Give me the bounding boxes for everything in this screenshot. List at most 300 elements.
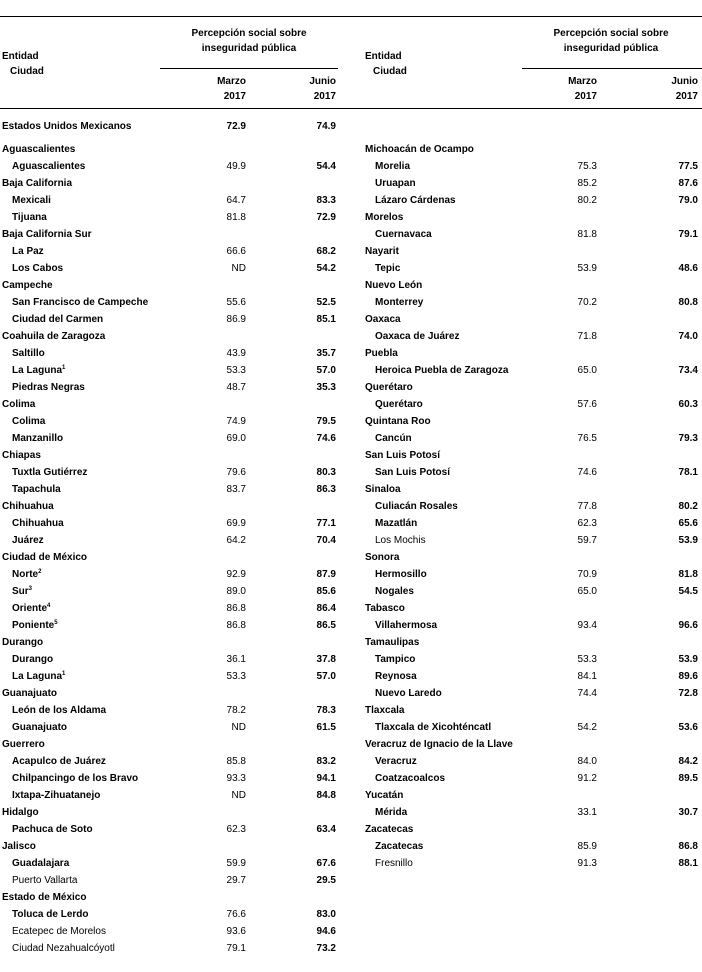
row-label: Jalisco	[2, 841, 36, 852]
city-name	[12, 209, 47, 226]
row-label: Aguascalientes	[2, 144, 76, 155]
row-label: San Francisco de Campeche	[12, 297, 149, 308]
state-name	[2, 141, 75, 158]
value-junio-2017: 68.2	[316, 246, 336, 257]
row-label: Tapachula	[12, 484, 61, 495]
row-label: Norte	[12, 569, 39, 580]
table-row	[0, 345, 343, 362]
state-name	[2, 685, 57, 702]
table-row	[0, 583, 343, 600]
row-label: Ciudad de México	[2, 552, 88, 563]
value-junio-2017: 35.3	[316, 382, 336, 393]
value-marzo-2017: 86.8	[226, 620, 246, 631]
state-name	[2, 277, 53, 294]
city-name	[12, 260, 63, 277]
footnote-marker: 2	[38, 569, 42, 575]
row-label: La Paz	[12, 246, 44, 257]
row-label: Coahuila de Zaragoza	[2, 331, 106, 342]
table-row	[0, 566, 343, 583]
state-name	[365, 379, 413, 396]
city-name	[375, 515, 417, 532]
value-marzo-2017: 74.6	[577, 467, 597, 478]
city-name	[12, 192, 51, 209]
value-junio-2017: 94.6	[316, 926, 336, 937]
city-name	[12, 872, 77, 889]
state-row	[363, 634, 702, 651]
value-marzo-2017: 84.1	[577, 671, 597, 682]
value-junio-2017: 77.1	[316, 518, 336, 529]
value-marzo-2017: 91.2	[577, 773, 597, 784]
value-junio-2017: 61.5	[316, 722, 336, 733]
state-name	[2, 498, 54, 515]
row-label: Zacatecas	[375, 841, 424, 852]
table-row	[363, 855, 702, 872]
row-label: Veracruz de Ignacio de la Llave	[365, 739, 513, 750]
table-body-right	[363, 118, 702, 872]
city-name	[375, 260, 400, 277]
header-col-marzo	[568, 74, 597, 104]
row-label: Estados Unidos Mexicanos	[2, 121, 132, 132]
value-marzo-2017: 70.9	[577, 569, 597, 580]
table-row	[0, 515, 343, 532]
value-junio-2017: 79.5	[316, 416, 336, 427]
value-junio-2017: 70.4	[316, 535, 336, 546]
state-row	[0, 549, 343, 566]
row-label: Chilpancingo de los Bravo	[12, 773, 139, 784]
city-name	[375, 668, 417, 685]
row-label: Nuevo Laredo	[375, 688, 442, 699]
row-label: Los Mochis	[375, 535, 426, 546]
table-body-left	[0, 118, 343, 957]
header-col-marzo-month: Marzo	[568, 76, 597, 87]
state-name	[2, 328, 105, 345]
header-entidad: Entidad	[365, 51, 402, 62]
state-row	[363, 379, 702, 396]
value-junio-2017: 30.7	[678, 807, 698, 818]
header-group-title	[155, 26, 343, 56]
state-name	[2, 226, 91, 243]
city-name	[12, 464, 87, 481]
state-name	[365, 345, 398, 362]
city-name	[12, 855, 69, 872]
value-marzo-2017: ND	[231, 722, 246, 733]
value-marzo-2017: 59.9	[226, 858, 246, 869]
table-row	[363, 685, 702, 702]
city-name	[375, 498, 458, 515]
value-marzo-2017: 43.9	[226, 348, 246, 359]
state-name	[365, 277, 422, 294]
city-name	[375, 855, 413, 872]
value-junio-2017: 77.5	[678, 161, 698, 172]
row-label: Morelia	[375, 161, 411, 172]
value-marzo-2017: 80.2	[577, 195, 597, 206]
table-row	[363, 753, 702, 770]
row-label: Yucatán	[365, 790, 404, 801]
table-row	[0, 923, 343, 940]
state-name	[2, 804, 39, 821]
state-row	[0, 141, 343, 158]
value-marzo-2017: 69.0	[226, 433, 246, 444]
city-name	[12, 362, 65, 379]
city-name	[12, 787, 100, 804]
header-col-junio-year: 2017	[313, 91, 336, 102]
row-label: Juárez	[12, 535, 44, 546]
city-name	[375, 175, 416, 192]
table-row	[0, 600, 343, 617]
value-junio-2017: 67.6	[316, 858, 336, 869]
value-marzo-2017: 74.4	[577, 688, 597, 699]
state-name	[2, 175, 72, 192]
row-label: Veracruz	[375, 756, 417, 767]
state-row	[363, 311, 702, 328]
value-junio-2017: 96.6	[678, 620, 698, 631]
value-junio-2017: 86.3	[316, 484, 336, 495]
city-name	[375, 226, 432, 243]
state-name	[365, 549, 399, 566]
state-name	[365, 600, 405, 617]
row-label: Tijuana	[12, 212, 47, 223]
city-name	[12, 311, 103, 328]
row-label: Durango	[12, 654, 54, 665]
row-label: Heroica Puebla de Zaragoza	[375, 365, 509, 376]
value-marzo-2017: 85.8	[226, 756, 246, 767]
city-name	[375, 430, 412, 447]
row-label: Sonora	[365, 552, 400, 563]
table-row	[0, 532, 343, 549]
state-row	[363, 447, 702, 464]
state-name	[2, 838, 36, 855]
table-row	[363, 362, 702, 379]
row-label: Chihuahua	[2, 501, 54, 512]
value-junio-2017: 63.4	[316, 824, 336, 835]
table-row	[363, 192, 702, 209]
value-junio-2017: 86.8	[678, 841, 698, 852]
state-name	[365, 209, 403, 226]
table-row	[0, 464, 343, 481]
value-marzo-2017: 93.4	[577, 620, 597, 631]
value-junio-2017: 54.5	[678, 586, 698, 597]
value-marzo-2017: 79.6	[226, 467, 246, 478]
state-row	[0, 328, 343, 345]
table-row	[363, 498, 702, 515]
value-junio-2017: 74.9	[316, 121, 336, 132]
value-junio-2017: 74.6	[316, 433, 336, 444]
value-marzo-2017: 55.6	[226, 297, 246, 308]
value-junio-2017: 53.9	[678, 654, 698, 665]
city-name	[375, 651, 415, 668]
value-marzo-2017: 92.9	[226, 569, 246, 580]
table-row	[0, 192, 343, 209]
table-row	[363, 294, 702, 311]
table-row	[363, 532, 702, 549]
value-marzo-2017: 89.0	[226, 586, 246, 597]
value-marzo-2017: 62.3	[226, 824, 246, 835]
row-label: Michoacán de Ocampo	[365, 144, 474, 155]
value-marzo-2017: 53.3	[577, 654, 597, 665]
table-row	[0, 872, 343, 889]
state-row	[0, 736, 343, 753]
city-name	[12, 923, 106, 940]
header-col-marzo-month: Marzo	[217, 76, 246, 87]
city-name	[12, 651, 53, 668]
table-row	[363, 668, 702, 685]
state-row	[363, 821, 702, 838]
row-label: La Laguna	[12, 671, 63, 682]
row-label: Mérida	[375, 807, 408, 818]
state-name	[365, 481, 401, 498]
header-entidad: Entidad	[2, 51, 39, 62]
state-name	[365, 311, 401, 328]
state-row	[363, 243, 702, 260]
value-junio-2017: 53.6	[678, 722, 698, 733]
city-name	[12, 481, 61, 498]
value-junio-2017: 48.6	[678, 263, 698, 274]
row-label: Sinaloa	[365, 484, 401, 495]
value-junio-2017: 89.5	[678, 773, 698, 784]
value-junio-2017: 29.5	[316, 875, 336, 886]
value-marzo-2017: 48.7	[226, 382, 246, 393]
value-junio-2017: 83.0	[316, 909, 336, 920]
row-label: Tabasco	[365, 603, 405, 614]
state-row	[0, 804, 343, 821]
table-row	[0, 243, 343, 260]
row-label: Cuernavaca	[375, 229, 432, 240]
row-label: Tampico	[375, 654, 416, 665]
header-group-rule	[160, 68, 338, 69]
value-marzo-2017: 72.9	[226, 121, 246, 132]
row-label: Nogales	[375, 586, 414, 597]
state-name	[365, 702, 404, 719]
state-name	[365, 141, 474, 158]
state-row	[363, 345, 702, 362]
city-name	[375, 685, 442, 702]
value-marzo-2017: 71.8	[577, 331, 597, 342]
city-name	[12, 668, 65, 685]
row-label: Ixtapa-Zihuatanejo	[12, 790, 101, 801]
value-marzo-2017: 33.1	[577, 807, 597, 818]
header-col-marzo	[217, 74, 246, 104]
state-row	[0, 838, 343, 855]
header-col-junio	[671, 74, 698, 104]
row-label: Hermosillo	[375, 569, 427, 580]
header-entidad-ciudad	[365, 49, 407, 79]
value-marzo-2017: 62.3	[577, 518, 597, 529]
row-label: Pachuca de Soto	[12, 824, 93, 835]
footnote-marker: 5	[54, 620, 58, 626]
row-label: Cancún	[375, 433, 412, 444]
row-label: Guerrero	[2, 739, 45, 750]
row-label: Ciudad del Carmen	[12, 314, 104, 325]
footnote-marker: 1	[62, 365, 66, 371]
row-label: Tamaulipas	[365, 637, 420, 648]
state-row	[363, 736, 702, 753]
row-label: Acapulco de Juárez	[12, 756, 106, 767]
table-row	[363, 583, 702, 600]
state-row	[363, 549, 702, 566]
row-label: Mazatlán	[375, 518, 418, 529]
city-name	[375, 532, 426, 549]
table-row	[363, 396, 702, 413]
table-row	[0, 940, 343, 957]
value-marzo-2017: 85.9	[577, 841, 597, 852]
row-label: Toluca de Lerdo	[12, 909, 89, 920]
row-label: Lázaro Cárdenas	[375, 195, 456, 206]
table-row	[0, 311, 343, 328]
table-row	[0, 651, 343, 668]
value-junio-2017: 94.1	[316, 773, 336, 784]
table-header-rule	[0, 108, 702, 109]
state-row	[363, 481, 702, 498]
state-name	[365, 447, 440, 464]
value-marzo-2017: 59.7	[577, 535, 597, 546]
row-label: Durango	[2, 637, 44, 648]
row-label: Reynosa	[375, 671, 417, 682]
city-name	[375, 158, 410, 175]
row-label: Puerto Vallarta	[12, 875, 78, 886]
value-junio-2017: 57.0	[316, 671, 336, 682]
state-row	[0, 226, 343, 243]
row-label: Chiapas	[2, 450, 41, 461]
row-label: Ciudad Nezahualcóyotl	[12, 943, 115, 954]
value-marzo-2017: 83.7	[226, 484, 246, 495]
value-junio-2017: 84.8	[316, 790, 336, 801]
city-name	[12, 158, 85, 175]
table-row	[363, 260, 702, 277]
table-row	[363, 464, 702, 481]
value-junio-2017: 86.4	[316, 603, 336, 614]
row-spacer	[363, 124, 702, 141]
table-row	[363, 770, 702, 787]
table-row	[0, 787, 343, 804]
row-label: Saltillo	[12, 348, 45, 359]
value-marzo-2017: 53.3	[226, 671, 246, 682]
table-top-rule	[0, 16, 702, 17]
state-row	[0, 889, 343, 906]
row-label: Ecatepec de Morelos	[12, 926, 106, 937]
table-row	[0, 379, 343, 396]
row-label: Morelos	[365, 212, 404, 223]
value-marzo-2017: 36.1	[226, 654, 246, 665]
city-name	[12, 617, 58, 634]
value-marzo-2017: 77.8	[577, 501, 597, 512]
city-name	[2, 118, 131, 135]
value-junio-2017: 88.1	[678, 858, 698, 869]
city-name	[375, 617, 437, 634]
state-row	[363, 141, 702, 158]
state-name	[2, 736, 45, 753]
row-label: Guanajuato	[12, 722, 68, 733]
city-name	[12, 243, 44, 260]
row-label: Nayarit	[365, 246, 399, 257]
value-junio-2017: 80.2	[678, 501, 698, 512]
table-row	[363, 515, 702, 532]
city-name	[12, 821, 93, 838]
table-row	[0, 770, 343, 787]
city-name	[12, 294, 148, 311]
state-row	[0, 634, 343, 651]
city-name	[12, 379, 85, 396]
row-label: Colima	[2, 399, 36, 410]
header-col-junio-month: Junio	[309, 76, 336, 87]
header-col-junio-year: 2017	[675, 91, 698, 102]
table-row	[0, 617, 343, 634]
row-label: Guanajuato	[2, 688, 58, 699]
value-junio-2017: 78.3	[316, 705, 336, 716]
row-label: Campeche	[2, 280, 53, 291]
city-name	[12, 906, 89, 923]
city-name	[12, 345, 45, 362]
city-name	[12, 583, 32, 600]
row-label: Oaxaca	[365, 314, 401, 325]
state-row	[0, 685, 343, 702]
table-row	[363, 838, 702, 855]
state-name	[2, 396, 35, 413]
value-junio-2017: 54.4	[316, 161, 336, 172]
row-label: Mexicali	[12, 195, 51, 206]
header-col-junio	[309, 74, 336, 104]
value-marzo-2017: 65.0	[577, 586, 597, 597]
city-name	[375, 396, 423, 413]
city-name	[12, 532, 44, 549]
header-col-marzo-year: 2017	[574, 91, 597, 102]
value-marzo-2017: 53.9	[577, 263, 597, 274]
footnote-marker: 1	[62, 671, 66, 677]
header-ciudad: Ciudad	[10, 66, 44, 77]
city-name	[375, 804, 407, 821]
state-row	[363, 600, 702, 617]
state-row	[0, 175, 343, 192]
state-name	[365, 243, 399, 260]
table-row	[363, 617, 702, 634]
value-marzo-2017: 81.8	[577, 229, 597, 240]
row-label: Nuevo León	[365, 280, 423, 291]
value-marzo-2017: 86.9	[226, 314, 246, 325]
table-row	[363, 158, 702, 175]
value-junio-2017: 83.3	[316, 195, 336, 206]
state-name	[2, 634, 43, 651]
footnote-marker: 3	[28, 586, 33, 592]
table-row	[0, 413, 343, 430]
table-row	[0, 719, 343, 736]
value-junio-2017: 80.8	[678, 297, 698, 308]
state-name	[2, 549, 87, 566]
city-name	[375, 719, 491, 736]
value-junio-2017: 74.0	[678, 331, 698, 342]
city-name	[375, 362, 508, 379]
city-name	[12, 515, 64, 532]
value-junio-2017: 89.6	[678, 671, 698, 682]
row-label: Zacatecas	[365, 824, 414, 835]
table-row	[0, 821, 343, 838]
row-label: Aguascalientes	[12, 161, 86, 172]
header-group-title-line2: inseguridad pública	[201, 43, 297, 54]
row-label: Piedras Negras	[12, 382, 85, 393]
value-junio-2017: 73.4	[678, 365, 698, 376]
table-row	[0, 209, 343, 226]
row-label: Tepic	[375, 263, 401, 274]
value-marzo-2017: 69.9	[226, 518, 246, 529]
value-junio-2017: 54.2	[316, 263, 336, 274]
table-row	[0, 294, 343, 311]
state-name	[2, 447, 41, 464]
row-label: Tlaxcala	[365, 705, 405, 716]
row-label: San Luis Potosí	[375, 467, 451, 478]
city-name	[12, 940, 115, 957]
state-row	[363, 702, 702, 719]
value-marzo-2017: 54.2	[577, 722, 597, 733]
table-row	[0, 753, 343, 770]
city-name	[375, 753, 417, 770]
